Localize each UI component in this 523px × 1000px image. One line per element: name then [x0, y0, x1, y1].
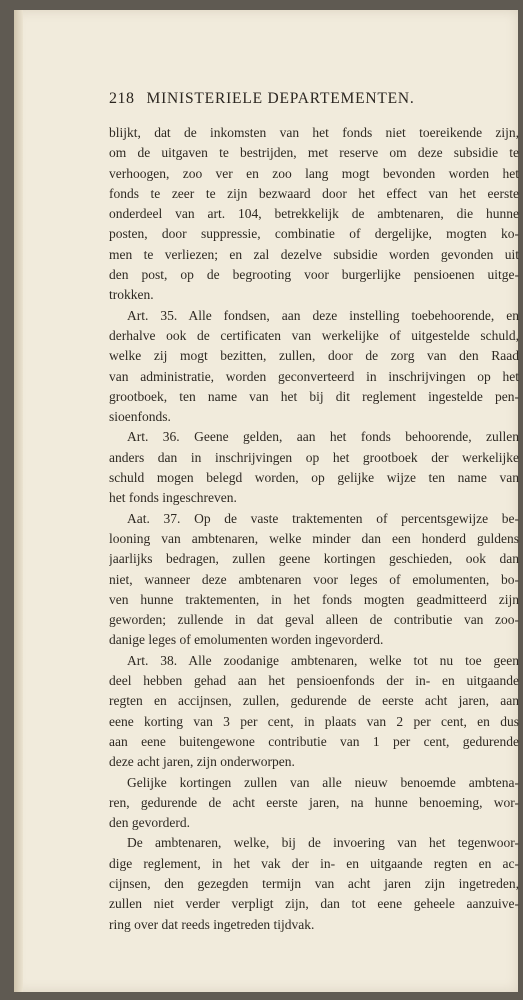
page-gutter — [14, 10, 23, 992]
text-line: Art. 35. Alle fondsen, aan deze instelling toebehoorende, en — [127, 307, 519, 323]
text-line: Aat. 37. Op de vaste traktementen of percentsgewijze be- — [127, 510, 519, 526]
text-line: het fonds ingeschreven. — [109, 490, 237, 506]
text-line: fonds te zeer te zijn bezwaard door het effect van het eerste — [109, 185, 519, 201]
text-line: aan eene buitengewone contributie van 1 per cent, gedurende — [109, 733, 519, 749]
page-header — [109, 90, 459, 108]
text-line: van administratie, worden geconverteerd in inschrijvingen op het — [109, 368, 519, 384]
text-line: danige leges of emolumenten worden ingevorderd. — [109, 632, 384, 648]
running-head: MINISTERIELE DEPARTEMENTEN. — [146, 90, 415, 107]
text-line: niet, wanneer deze ambtenaren voor leges of emolumenten, bo- — [109, 571, 519, 587]
book-page — [14, 10, 518, 992]
text-line: schuld mogen belegd worden, op gelijke wijze ten name van — [109, 470, 519, 486]
text-line: De ambtenaren, welke, bij de invoering van het tegenwoor- — [127, 835, 519, 851]
text-line: zullen niet verder verpligt zijn, dan tot eene geheele aanzuive- — [109, 896, 519, 912]
text-line: verhoogen, zoo ver en zoo lang mogt bevonden worden het — [109, 165, 519, 181]
text-line: sioenfonds. — [109, 409, 171, 425]
text-line: posten, door suppressie, combinatie of dergelijke, mogten ko- — [109, 226, 519, 242]
text-line: den gevorderd. — [109, 815, 190, 831]
text-line: cijnsen, den gezegden termijn van acht jaren zijn ingetreden, — [109, 875, 519, 891]
text-line: geworden; zullende in dat geval alleen de contributie van zoo- — [109, 612, 519, 628]
text-line: grootboek, ten name van het bij dit reglement ingestelde pen- — [109, 388, 519, 404]
text-line: ren, gedurende de acht eerste jaren, na hunne benoeming, wor- — [109, 794, 519, 810]
body-text — [109, 123, 519, 935]
text-line: Art. 36. Geene gelden, aan het fonds behoorende, zullen — [127, 429, 519, 445]
text-line: den post, op de begrooting voor burgerlijke pensioenen uitge- — [109, 267, 519, 283]
text-line: jaarlijks bedragen, zullen geene kortingen geschieden, ook dan — [109, 551, 519, 567]
text-line: blijkt, dat de inkomsten van het fonds niet toereikende zijn, — [109, 125, 519, 140]
text-line: deel hebben gehad aan het pensioenfonds der in- en uitgaande — [109, 673, 519, 689]
page-number: 218 — [109, 90, 135, 107]
text-line: men te verliezen; en zal dezelve subsidie worden gevonden uit — [109, 246, 519, 262]
text-line: eene korting van 3 per cent, in plaats van 2 per cent, en dus — [109, 713, 519, 729]
text-line: ven hunne traktementen, in het fonds mogten geadmitteerd zijn — [109, 591, 519, 607]
text-line: Gelijke kortingen zullen van alle nieuw benoemde ambtena- — [127, 774, 519, 790]
text-line: om de uitgaven te bestrijden, met reserve om deze subsidie te — [109, 145, 519, 161]
text-line: deze acht jaren, zijn onderworpen. — [109, 754, 295, 770]
text-line: ring over dat reeds ingetreden tijdvak. — [109, 916, 315, 932]
text-line: dige reglement, in het vak der in- en uitgaande regten en ac- — [109, 855, 519, 871]
text-line: onderdeel van art. 104, betrekkelijk de ambtenaren, die hunne — [109, 206, 519, 222]
text-line: trokken. — [109, 287, 154, 303]
text-line: regten en accijnsen, zullen, gedurende de eerste acht jaren, aan — [109, 693, 519, 709]
text-line: Art. 38. Alle zoodanige ambtenaren, welke tot nu toe geen — [127, 652, 519, 668]
text-line: anders dan in inschrijvingen op het grootboek der werkelijke — [109, 449, 519, 465]
text-line: looning van ambtenaren, welke minder dan een honderd guldens — [109, 530, 519, 546]
text-line: welke zij mogt bezitten, zullen, door de zorg van den Raad — [109, 348, 519, 364]
text-line: derhalve ook de certificaten van werkelijke of uitgestelde schuld, — [109, 327, 519, 343]
